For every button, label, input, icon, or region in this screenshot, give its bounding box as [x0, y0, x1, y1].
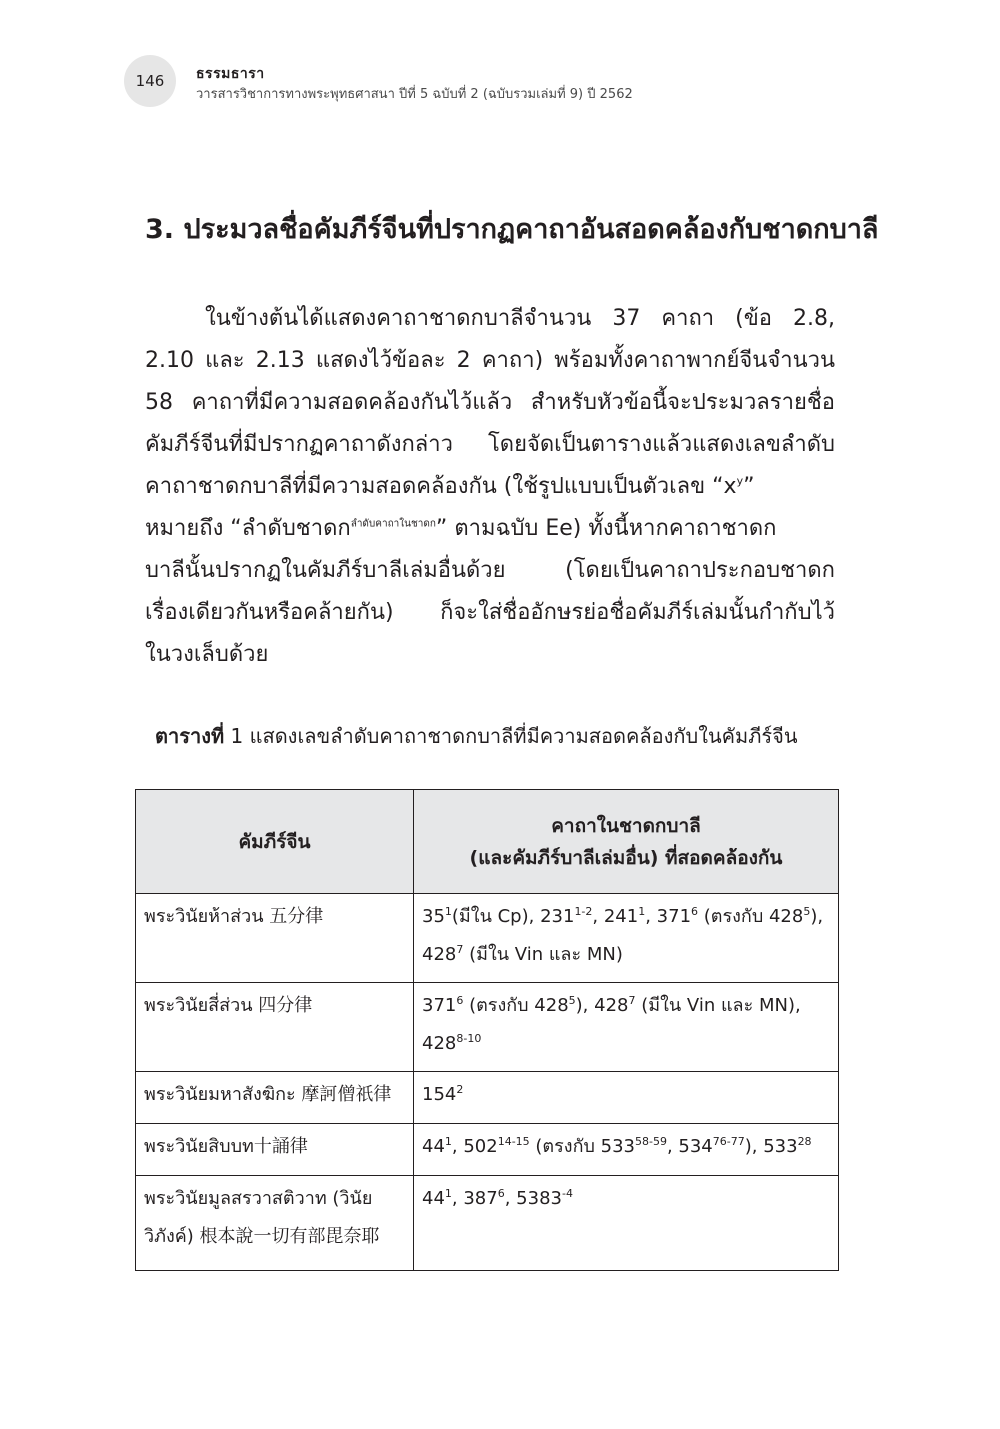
- gatha-superscript: 6: [497, 1187, 505, 1200]
- paragraph-line: บาลีนั้นปรากฏในคัมภีร์บาลีเล่มอื่นด้วย (โดยเป็นคาถาประกอบชาดก: [145, 558, 835, 583]
- table-row: [136, 1176, 839, 1271]
- cell-chinese-text: พระวินัยมหาสังฆิกะ 摩訶僧祇律: [136, 1072, 414, 1124]
- header-label: คาถาในชาดกบาลี: [551, 814, 701, 837]
- table-body: [136, 894, 839, 1271]
- paragraph-line: คัมภีร์จีนที่มีปรากฏคาถาดังกล่าว โดยจัดเป็นตารางแล้วแสดงเลขลำดับ: [145, 432, 835, 457]
- gatha-text: , 387: [451, 1188, 498, 1209]
- page-number-badge: [124, 55, 176, 107]
- cell-pali-gatha: [414, 983, 839, 1072]
- body-paragraph: [145, 298, 835, 676]
- gatha-superscript: 58-59: [634, 1135, 667, 1148]
- gatha-superscript: 8-10: [456, 1032, 482, 1045]
- gatha-superscript: 7: [628, 994, 636, 1007]
- table-row: [136, 894, 839, 983]
- gatha-superscript: 7: [456, 943, 464, 956]
- gatha-superscript: 5: [568, 994, 576, 1007]
- paragraph-line: [145, 508, 835, 550]
- paragraph-text: หมายถึง “ลำดับชาดก: [145, 516, 351, 541]
- gatha-text: , 371: [645, 906, 692, 927]
- superscript: ลำดับคาถาในชาดก: [350, 518, 436, 530]
- header-pali-gatha: [414, 790, 839, 894]
- cell-chinese-text: พระวินัยมูลสรวาสติวาท (วินัยวิภังค์) 根本說一切有部毘奈耶: [136, 1176, 414, 1271]
- gatha-superscript: 2: [456, 1083, 464, 1096]
- gatha-superscript: 1: [444, 1187, 452, 1200]
- table-row: [136, 983, 839, 1072]
- cell-pali-gatha: [414, 1124, 839, 1176]
- gatha-text: , 534: [666, 1136, 713, 1157]
- cell-chinese-text: พระวินัยห้าส่วน 五分律: [136, 894, 414, 983]
- paragraph-text: คาถาชาดกบาลีที่มีความสอดคล้องกัน (ใช้รูปแบบเป็นตัวเลข “x: [145, 474, 737, 499]
- paragraph-line: ในข้างต้นได้แสดงคาถาชาดกบาลีจำนวน 37 คาถา (ข้อ 2.8,: [205, 306, 835, 331]
- gatha-superscript: -4: [561, 1187, 573, 1200]
- gatha-text: (มีใน Cp), 231: [451, 906, 575, 927]
- gatha-text: , 502: [451, 1136, 498, 1157]
- gatha-text: 428: [422, 944, 457, 965]
- paragraph-line: 2.10 และ 2.13 แสดงไว้ข้อละ 2 คาถา) พร้อมทั้งคาถาพากย์จีนจำนวน: [145, 348, 835, 373]
- cell-pali-gatha: [414, 894, 839, 983]
- gatha-text: ), 533: [744, 1136, 798, 1157]
- table-caption: [155, 720, 798, 752]
- gatha-text: , 5383: [504, 1188, 562, 1209]
- table-caption-text: แสดงเลขลำดับคาถาชาดกบาลีที่มีความสอดคล้องกับในคัมภีร์จีน: [249, 724, 798, 748]
- header-label: คัมภีร์จีน: [238, 830, 311, 853]
- gatha-superscript: 1-2: [574, 905, 593, 918]
- gatha-text: 154: [422, 1084, 457, 1105]
- paragraph-line: 58 คาถาที่มีความสอดคล้องกันไว้แล้ว สำหรับหัวข้อนี้จะประมวลรายชื่อ: [145, 390, 835, 415]
- paragraph-line: ในวงเล็บด้วย: [145, 642, 269, 667]
- superscript: y: [736, 474, 744, 488]
- gatha-superscript: 1: [444, 1135, 452, 1148]
- table-row: [136, 1072, 839, 1124]
- gatha-superscript: 28: [797, 1135, 812, 1148]
- page-number: 146: [135, 72, 165, 90]
- journal-title: ธรรมธารา: [196, 66, 265, 82]
- cell-pali-gatha: [414, 1176, 839, 1271]
- table-caption-label: ตารางที่: [155, 724, 225, 748]
- gatha-text: 371: [422, 995, 457, 1016]
- table-row: [136, 1124, 839, 1176]
- gatha-superscript: 5: [803, 905, 811, 918]
- gatha-table: [135, 789, 839, 1271]
- gatha-superscript: 1: [444, 905, 452, 918]
- gatha-superscript: 6: [456, 994, 464, 1007]
- table-caption-number: 1: [230, 724, 244, 748]
- journal-subtitle: วารสารวิชาการทางพระพุทธศาสนา ปีที่ 5 ฉบับที่ 2 (ฉบับรวมเล่มที่ 9) ปี 2562: [196, 87, 633, 102]
- paragraph-text: ” ตามฉบับ Ee) ทั้งนี้หากคาถาชาดก: [435, 516, 777, 541]
- gatha-text: 428: [422, 1033, 457, 1054]
- header-chinese-text: [136, 790, 414, 894]
- gatha-text: (มีใน Vin และ MN),: [635, 995, 801, 1016]
- header-label: (และคัมภีร์บาลีเล่มอื่น) ที่สอดคล้องกัน: [469, 846, 783, 869]
- gatha-text: (ตรงกับ 428: [698, 906, 804, 927]
- gatha-text: (ตรงกับ 533: [529, 1136, 635, 1157]
- cell-pali-gatha: [414, 1072, 839, 1124]
- section-heading: 3. ประมวลชื่อคัมภีร์จีนที่ปรากฏคาถาอันสอดคล้องกับชาดกบาลี: [145, 214, 879, 245]
- table-header-row: [136, 790, 839, 894]
- paragraph-line: เรื่องเดียวกันหรือคล้ายกัน) ก็จะใส่ชื่ออักษรย่อชื่อคัมภีร์เล่มนั้นกำกับไว้: [145, 600, 835, 625]
- gatha-text: 44: [422, 1188, 445, 1209]
- cell-chinese-text: พระวินัยสี่ส่วน 四分律: [136, 983, 414, 1072]
- paragraph-line: [145, 466, 835, 508]
- gatha-superscript: 76-77: [712, 1135, 745, 1148]
- gatha-text: , 241: [592, 906, 639, 927]
- cell-chinese-text: พระวินัยสิบบท十誦律: [136, 1124, 414, 1176]
- gatha-text: ), 428: [575, 995, 629, 1016]
- gatha-superscript: 6: [691, 905, 699, 918]
- gatha-text: 44: [422, 1136, 445, 1157]
- gatha-text: ),: [810, 906, 824, 927]
- gatha-text: (มีใน Vin และ MN): [463, 944, 623, 965]
- paragraph-text: ”: [743, 474, 755, 499]
- gatha-text: (ตรงกับ 428: [463, 995, 569, 1016]
- gatha-superscript: 14-15: [497, 1135, 530, 1148]
- gatha-superscript: 1: [638, 905, 646, 918]
- gatha-text: 35: [422, 906, 445, 927]
